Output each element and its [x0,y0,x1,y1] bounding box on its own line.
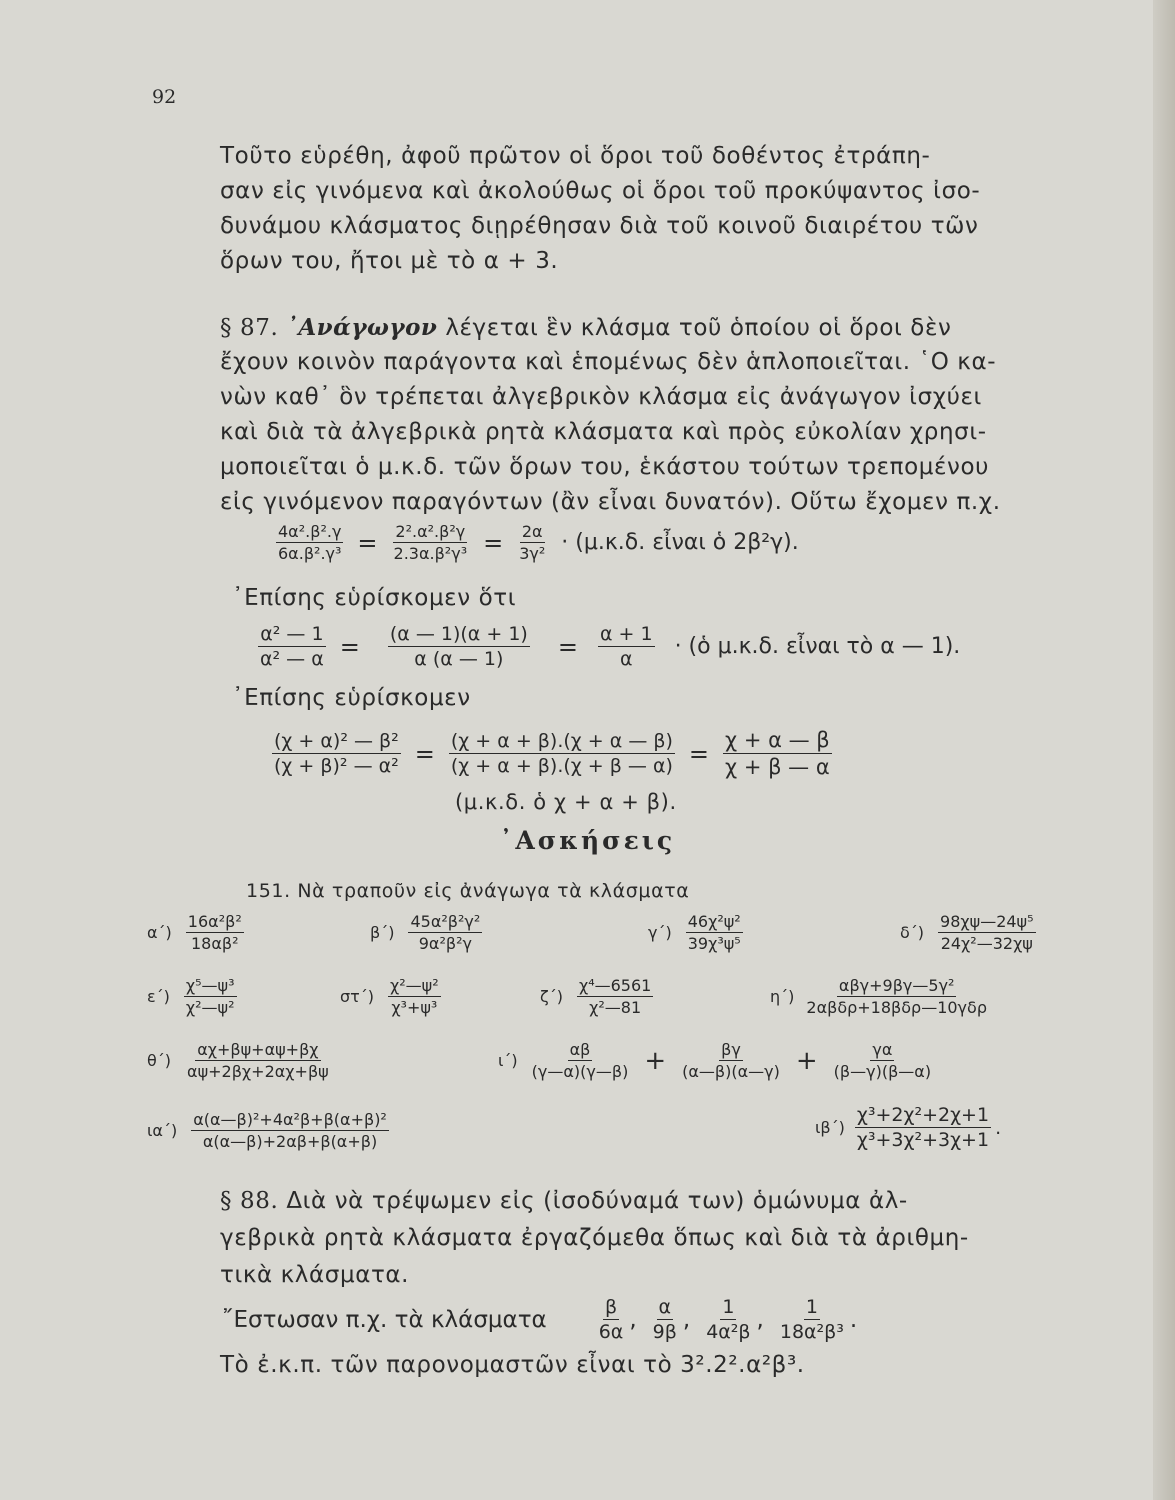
exercise-z: ζ΄) $\frac{\text{χ⁴—6561}}{\text{χ²—81}}$ [540,976,652,1017]
section-87-number: § 87. [220,315,279,341]
also-line-1: ᾿Επίσης εὑρίσκομεν ὅτι [232,585,517,611]
section-87-line: μοποιεῖται ὁ μ.κ.δ. τῶν ὅρων του, ἑκάστου τούτων τρεπομένου [220,454,990,480]
section-88-number: § 88. [220,1188,279,1214]
section-88-lcm-line: Τὸ ἐ.κ.π. τῶν παρονομαστῶν εἶναι τὸ 3².2².α²β³. [220,1352,805,1378]
section-87-line: νὼν καθ᾿ ὃν τρέπεται ἀλγεβρικὸν κλάσμα εἰς ἀνάγωγον ἰσχύει [220,384,982,410]
section-88-example-text: ῎Εστωσαν π.χ. τὰ κλάσματα [222,1306,547,1333]
section-88-text: Διὰ νὰ τρέψωμεν εἰς (ἰσοδύναμά των) ὁμώνυμα ἀλ- [286,1188,908,1214]
example-2-note: · (ὁ μ.κ.δ. εἶναι τὸ α — 1). [674,634,961,659]
section-87-line: εἰς γινόμενον παραγόντων (ἂν εἶναι δυνατόν). Οὕτω ἔχομεν π.χ. [220,489,1001,515]
exercise-e: ε΄) $\frac{\text{χ⁵—ψ³}}{\text{χ²—ψ²}}$ [147,976,235,1017]
fraction: $\frac{(\alpha — 1)(\alpha + 1)}{\alpha (\alpha — 1)}$ [389,623,528,670]
exercise-a: α΄) $\frac{\text{16α²β²}}{\text{18αβ²}}$ [147,912,242,953]
section-87-first-line [220,314,951,341]
section-87-text: λέγεται ἓν κλάσμα τοῦ ὁποίου οἱ ὅροι δὲν [445,315,952,341]
exercise-intro: 151. Νὰ τραποῦν εἰς ἀνάγωγα τὰ κλάσματα [246,880,690,902]
fraction: $\frac{\text{2².α².β²γ}}{\text{2.3α.β²γ³}}$ [393,522,468,563]
example-1-note: · (μ.κ.δ. εἶναι ὁ 2β²γ). [561,530,799,555]
fraction: $\frac{\text{(χ + α)² — β²}}{\text{(χ + β)² — α²}}$ [274,730,399,777]
fraction: $\frac{2\alpha}{\text{3γ²}}$ [519,522,546,563]
section-88-example: ῎Εστωσαν π.χ. τὰ κλάσματα $\frac{\beta}{6\alpha}$ , $\frac{\alpha}{9\beta}$ , $\frac{1}{\text{4α²β}}$ , $\frac{1}{\text{18α²β³}}$ . [222,1296,858,1343]
fraction: $\frac{\chi + \alpha — \beta}{\chi + \beta — \alpha}$ [725,728,830,779]
example-3-equation: $\frac{\text{(χ + α)² — β²}}{\text{(χ + β)² — α²}}$ = $\frac{(\chi + \alpha + \beta).(\chi + \alpha — \beta)}{(\chi + \alpha + \beta).(\chi + \beta — \alpha)}$ = $\frac{\chi + \alpha — \beta}{\chi + \beta — \alpha}$ [274,728,830,779]
fraction: $\frac{(\chi + \alpha + \beta).(\chi + \alpha — \beta)}{(\chi + \alpha + \beta).(\chi + \beta — \alpha)}$ [450,730,673,777]
fraction: $\frac{\text{α² — 1}}{\text{α² — α}}$ [260,623,324,670]
fraction: $\frac{\alpha + 1}{\alpha}$ [599,623,653,670]
exercise-c: γ΄) $\frac{\text{46χ²ψ²}}{\text{39χ³ψ⁵}}$ [648,912,741,953]
section-87-line: ἔχουν κοινὸν παράγοντα καὶ ἑπομένως δὲν ἁπλοποιεῖται. ῾Ο κα- [220,349,997,375]
exercise-h: η΄) $\frac{\text{αβγ+9βγ—5γ²}}{\text{2αβδρ+18βδρ—10γδρ}}$ [770,976,987,1017]
example-1-equation: $\frac{\text{4α².β².γ}}{\text{6α.β².γ³}}$ = $\frac{\text{2².α².β²γ}}{\text{2.3α.β²γ³}}$ = $\frac{2\alpha}{\text{3γ²}}$ · (μ.κ.δ. εἶναι ὁ 2β²γ). [278,522,799,563]
fraction: $\frac{\text{4α².β².γ}}{\text{6α.β².γ³}}$ [278,522,342,563]
example-2-equation: $\frac{\text{α² — 1}}{\text{α² — α}}$ = $\frac{(\alpha — 1)(\alpha + 1)}{\alpha (\alpha — 1)}$ = $\frac{\alpha + 1}{\alpha}$ · (ὁ μ.κ.δ. εἶναι τὸ α — 1). [260,623,961,670]
page-number: 92 [152,86,177,108]
exercise-b: β΄) $\frac{\text{45α²β²γ²}}{\text{9α²β²γ}}$ [370,912,481,953]
intro-line: Τοῦτο εὑρέθη, ἀφοῦ πρῶτον οἱ ὅροι τοῦ δοθέντος ἐτράπη- [220,143,931,169]
intro-line: ὅρων του, ἤτοι μὲ τὸ α + 3. [220,248,559,274]
exercises-heading: ᾿Ασκήσεις [499,826,676,855]
example-3-note: (μ.κ.δ. ὁ χ + α + β). [455,790,677,814]
exercise-d: δ΄) $\frac{\text{98χψ—24ψ⁵}}{\text{24χ²—32χψ}}$ [900,912,1034,953]
intro-line: δυνάμου κλάσματος διῃρέθησαν διὰ τοῦ κοινοῦ διαιρέτου τῶν [220,213,979,239]
section-87-term: ᾿Ανάγωγον [286,314,438,341]
page-edge [1153,0,1175,1500]
also-line-2: ᾿Επίσης εὑρίσκομεν [232,685,471,711]
exercise-i: ι΄) $\frac{\alpha\beta}{(\gamma—\alpha)(\gamma—\beta)}$ + $\frac{\beta\gamma}{(\alpha—\beta)(\alpha—\gamma)}$ + $\frac{\gamma\alpha}{(\beta—\gamma)(\beta—\alpha)}$ [498,1040,932,1081]
section-88-first-line [220,1188,908,1214]
section-88-line: γεβρικὰ ρητὰ κλάσματα ἐργαζόμεθα ὅπως καὶ διὰ τὰ ἀριθμη- [220,1225,969,1251]
section-87-line: καὶ διὰ τὰ ἀλγεβρικὰ ρητὰ κλάσματα καὶ πρὸς εὐκολίαν χρησι- [220,419,987,445]
exercise-ib: ιβ΄) $\frac{\text{χ³+2χ²+2χ+1}}{\text{χ³+3χ²+3χ+1}}$ . [815,1104,1002,1151]
exercise-th: θ΄) $\frac{\alpha\chi+\beta\psi+\alpha\psi+\beta\chi}{\alpha\psi+2\beta\chi+2\alpha\chi+\beta\psi}$ [147,1040,329,1081]
section-88-line: τικὰ κλάσματα. [220,1262,410,1288]
intro-line: σαν εἰς γινόμενα καὶ ἀκολούθως οἱ ὅροι τοῦ προκύψαντος ἰσο- [220,178,981,204]
exercise-st: στ΄) $\frac{\text{χ²—ψ²}}{\text{χ³+ψ³}}$ [340,976,439,1017]
exercise-ia: ια΄) $\frac{\text{α(α—β)²+4α²β+β(α+β)²}}{\alpha(\alpha—\beta)+2\alpha\beta+\beta(\alpha+\beta)}$ [147,1110,387,1151]
